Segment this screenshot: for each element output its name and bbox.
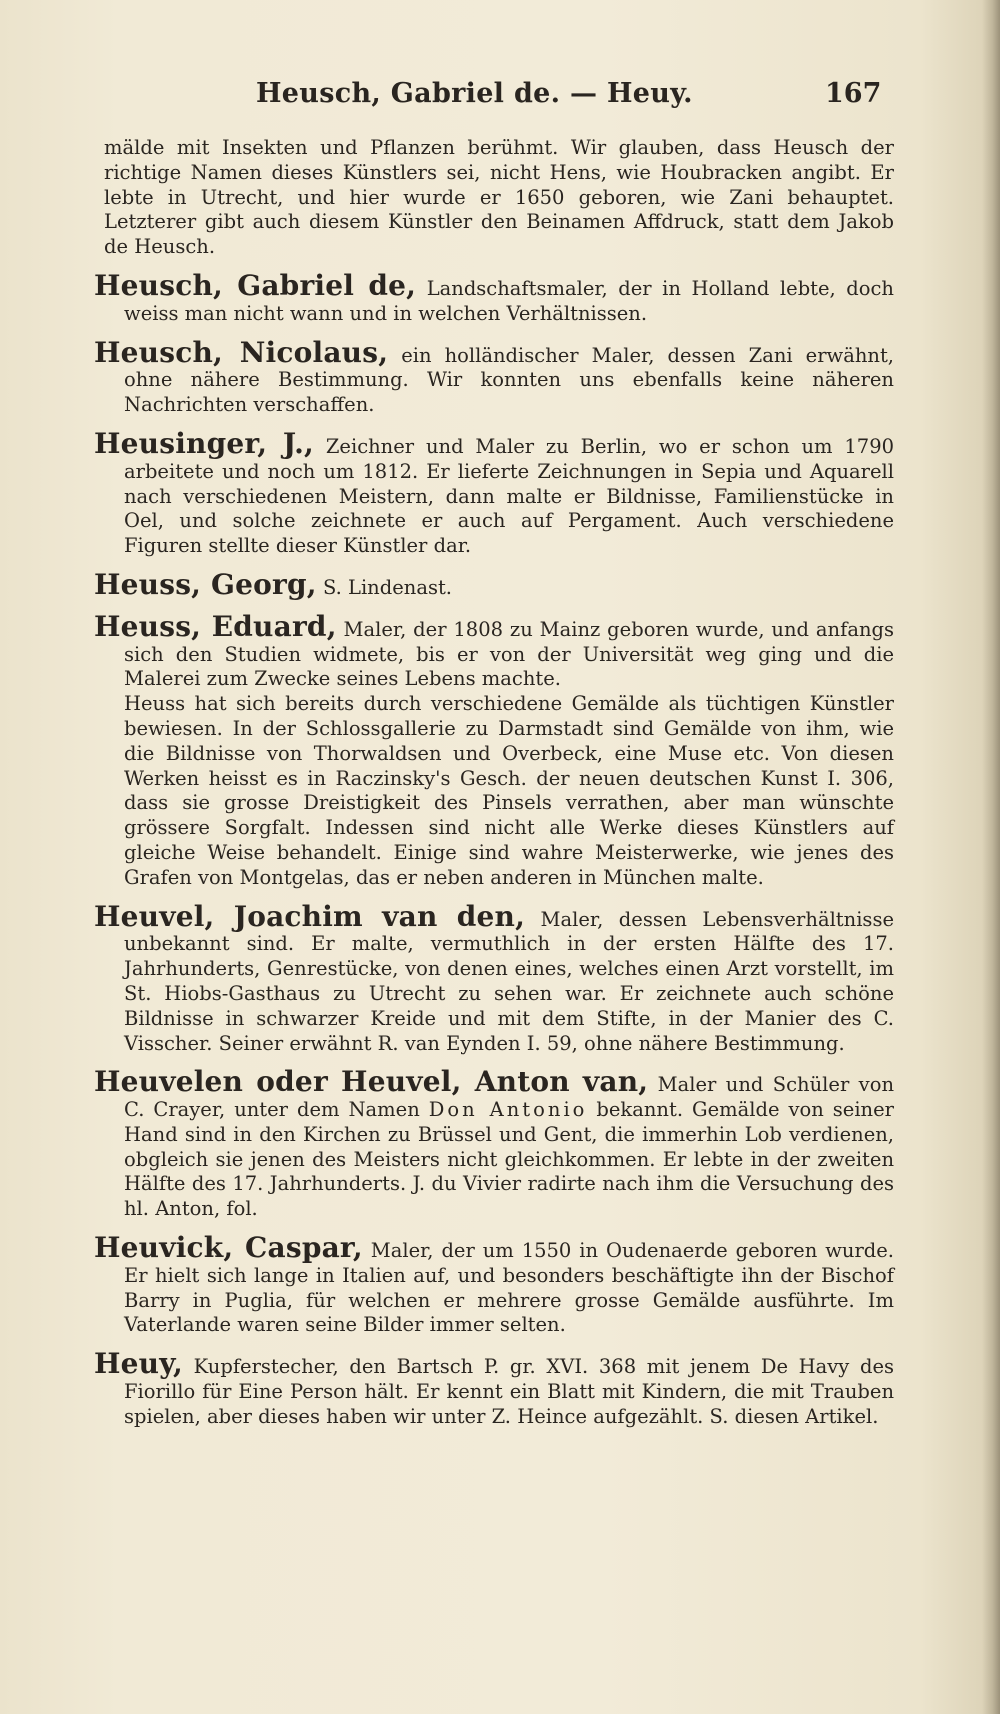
entry-name: Heuss, Eduard, xyxy=(94,609,337,643)
running-head-title: Heusch, Gabriel de. — Heuy. xyxy=(256,78,693,109)
entry-text: Kupferstecher, den Bartsch P. gr. XVI. 368 mit jenem De Havy des Fiorillo für Eine Person hält. Er kennt ein Blatt mit Kindern, die mit Trauben spielen, aber dieses haben wir unter Z. Heince aufgezählt. S. diesen Artikel. xyxy=(124,1355,895,1428)
page-body xyxy=(94,136,894,1430)
entry-heusch-gabriel xyxy=(94,268,894,327)
entry-spaced-name: Don Antonio xyxy=(428,1098,588,1122)
entry-heuvel-joachim xyxy=(94,899,894,1057)
entry-text: Zeichner und Maler zu Berlin, wo er schon um 1790 arbeitete und noch um 1812. Er lieferte Zeichnungen in Sepia und Aquarell nach verschiedenen Meistern, dann malte er Bildnisse, Familienstücke in Oel, und solche zeichnete er auch auf Pergament. Auch verschiedene Figuren stellte dieser Künstler dar. xyxy=(124,434,895,558)
entry-text: ein holländischer Maler, dessen Zani erwähnt, ohne nähere Bestimmung. Wir konnten uns ebenfalls keine näheren Nachrichten verschaffen. xyxy=(124,343,895,417)
entry-text: Maler und Schüler von C. Crayer, unter dem Namen xyxy=(124,1073,895,1122)
entry-name: Heusch, Gabriel de, xyxy=(94,268,417,302)
entry-name: Heuvel, Joachim van den, xyxy=(94,899,526,933)
entry-name: Heuvelen oder Heuvel, Anton van, xyxy=(94,1065,649,1099)
entry-heuvelen-anton xyxy=(94,1065,895,1222)
entry-heuss-eduard xyxy=(94,609,894,891)
entry-heusinger xyxy=(94,426,895,559)
entry-name: Heuvick, Caspar, xyxy=(94,1231,363,1265)
entry-name: Heusch, Nicolaus, xyxy=(94,335,389,369)
entry-text: Landschaftsmaler, der in Holland lebte, doch weiss man nicht wann und in welchen Verhältnissen. xyxy=(124,276,894,325)
page-number: 167 xyxy=(825,78,882,109)
entry-name: Heuss, Georg, xyxy=(94,567,317,601)
running-head xyxy=(100,78,880,118)
entry-heuss-georg xyxy=(94,567,894,601)
entry-name: Heusinger, J., xyxy=(94,426,315,460)
entry-text: Maler, der 1808 zu Mainz geboren wurde, und anfangs sich den Studien widmete, bis er von der Universität weg ging und die Malerei zum Zwecke seines Lebens machte. xyxy=(124,617,894,691)
entry-heusch-nicolaus xyxy=(94,335,895,418)
entry-text-continued: Heuss hat sich bereits durch verschiedene Gemälde als tüchtigen Künstler bewiesen. In der Schlossgallerie zu Darmstadt sind Gemälde von ihm, wie die Bildnisse von Thorwaldsen und Overbeck, eine Muse etc. Von diesen Werken heisst es in Raczinsky's Gesch. der neuen deutschen Kunst I. 306, dass sie grosse Dreistigkeit des Pinsels verrathen, aber man wünschte grössere Sorgfalt. Indessen sind nicht alle Werke dieses Künstlers auf gleiche Weise behandelt. Einige sind wahre Meisterwerke, wie jenes des Grafen von Montgelas, das er neben anderen in München malte. xyxy=(124,692,894,889)
entry-heuvick-caspar xyxy=(94,1231,894,1338)
entry-text: S. Lindenast. xyxy=(322,575,452,599)
entry-heuy xyxy=(94,1347,895,1429)
entry-text: Maler, der um 1550 in Oudenaerde geboren wurde. Er hielt sich lange in Italien auf, und besonders beschäftigte ihn der Bischof Barry in Puglia, für welchen er mehrere grosse Gemälde ausführte. Im Vaterlande waren seine Bilder immer selten. xyxy=(124,1239,894,1337)
entry-text: bekannt. Gemälde von seiner Hand sind in den Kirchen zu Brüssel und Gent, die immerhin Lob verdienen, obgleich sie jenen des Meisters nicht gleichkommen. Er lebte in der zweiten Hälfte des 17. Jahrhunderts. J. du Vivier radirte nach ihm die Versuchung des hl. Anton, fol. xyxy=(124,1098,894,1221)
continuation-paragraph: mälde mit Insekten und Pflanzen berühmt. Wir glauben, dass Heusch der richtige Namen dieses Künstlers sei, nicht Hens, wie Houbracken angibt. Er lebte in Utrecht, und hier wurde er 1650 geboren, wie Zani behauptet. Letzterer gibt auch diesem Künstler den Beinamen Affdruck, statt dem Jakob de Heusch. xyxy=(104,136,894,259)
entry-name: Heuy, xyxy=(94,1347,183,1381)
entry-text: Maler, dessen Lebensverhältnisse unbekannt sind. Er malte, vermuthlich in der ersten Hälfte des 17. Jahrhunderts, Genrestücke, von denen eines, welches einen Arzt vorstellt, im St. Hiobs-Gasthaus zu Utrecht zu sehen war. Er zeichnete auch schöne Bildnisse in schwarzer Kreide und mit dem Stifte, in der Manier des C. Visscher. Seiner erwähnt R. van Eynden I. 59, ohne nähere Bestimmung. xyxy=(124,907,894,1055)
